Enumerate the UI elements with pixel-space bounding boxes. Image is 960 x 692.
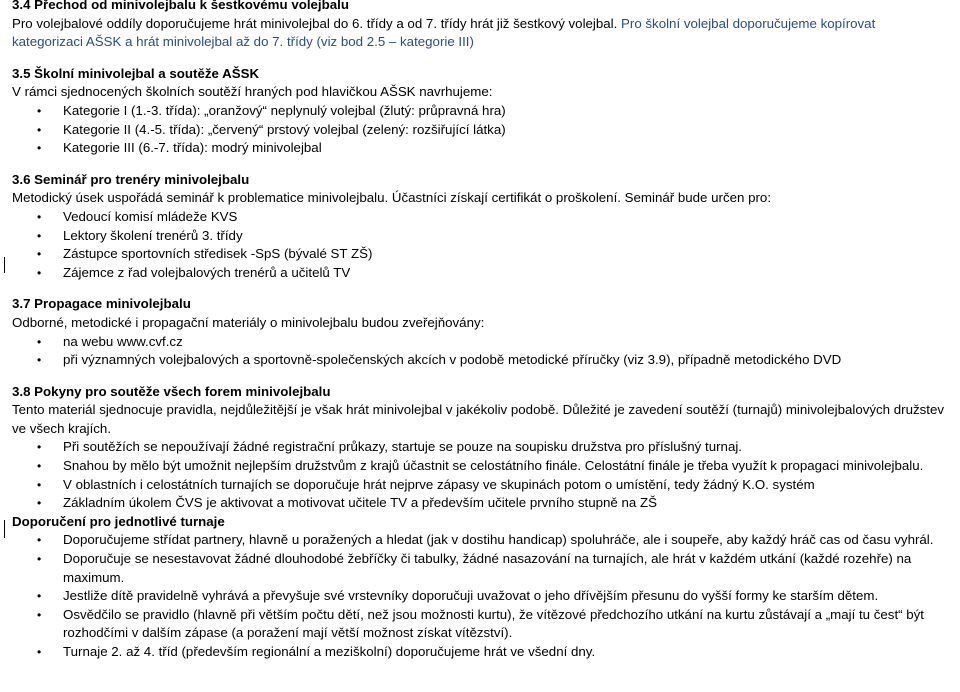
bullet-icon: • <box>37 209 42 224</box>
section-3-8-list <box>12 438 956 512</box>
section-3-8-intro: Tento materiál sjednocuje pravidla, nejdůležitější je však hrát minivolejbal v jakékoliv podobě. Důležité je zavedení soutěží (turnajů) minivolejbalových družstev ve všech krajích. <box>12 402 945 436</box>
section-3-7-intro: Odborné, metodické i propagační materiály o minivolejbalu budou zveřejňovány: <box>12 314 485 330</box>
change-bar <box>4 257 5 273</box>
bullet-icon: • <box>37 122 42 137</box>
section-3-4-text <box>12 15 956 52</box>
list-item <box>12 643 956 662</box>
list-item <box>12 438 956 457</box>
bullet-icon: • <box>37 477 42 492</box>
list-item <box>12 587 956 606</box>
bullet-icon: • <box>37 334 42 349</box>
list-item <box>12 102 956 121</box>
bullet-icon: • <box>37 496 42 511</box>
section-3-4-heading: 3.4 Přechod od minivolejbalu k šestkovému volejbalu <box>12 0 349 12</box>
list-item-text: Doporučujeme střídat partnery, hlavně u poražených a hledat (jak v dostihu handicap) spoluhráče, ale i soupeře, aby každý hráč cas od času vyhrál. <box>63 532 934 548</box>
list-item <box>12 227 956 246</box>
list-item <box>12 351 956 370</box>
list-item-text: V oblastních i celostátních turnajích se doporučuje hrát nejprve zápasy ve skupinách potom o umístění, tedy žádný K.O. systém <box>63 476 815 492</box>
section-3-7-list <box>12 333 956 370</box>
section-3-6-list <box>12 208 956 282</box>
list-item-text: Kategorie I (1.-3. třída): „oranžový“ neplynulý volejbal (žlutý: průpravná hra) <box>63 102 506 118</box>
section-3-8-heading: 3.8 Pokyny pro soutěže všech forem minivolejbalu <box>12 383 331 399</box>
list-item-text: Zástupce sportovních středisek -SpS (bývalé ST ZŠ) <box>63 246 373 262</box>
list-item <box>12 139 956 158</box>
bullet-icon: • <box>37 247 42 262</box>
list-item <box>12 121 956 140</box>
list-item <box>12 494 956 513</box>
list-item-text: Vedoucí komisí mládeže KVS <box>63 208 238 224</box>
bullet-icon: • <box>37 228 42 243</box>
list-item-text: při významných volejbalových a sportovně-společenských akcích v podobě metodické příručky (viz 3.9), případně metodického DVD <box>63 352 842 368</box>
section-3-4-line2-blue: kategorizaci AŠSK a hrát minivolejbal až do 7. třídy (viz bod 2.5 – kategorie III) <box>12 34 474 50</box>
list-item <box>12 333 956 352</box>
list-item <box>12 264 956 283</box>
section-3-5-intro: V rámci sjednocených školních soutěží hraných pod hlavičkou AŠSK navrhujeme: <box>12 84 493 100</box>
list-item-text: Zájemce z řad volejbalových trenérů a učitelů TV <box>63 264 351 280</box>
list-item <box>12 208 956 227</box>
section-3-6-heading: 3.6 Seminář pro trenéry minivolejbalu <box>12 171 250 187</box>
list-item-text: Lektory školení trenérů 3. třídy <box>63 227 243 243</box>
list-item-text: Jestliže dítě pravidelně vyhrává a převyšuje své vrstevníky doporučuji uvažovat o jeho dřívějším přesunu do vyšší formy ke starším dětem. <box>63 588 879 604</box>
section-3-7-heading: 3.7 Propagace minivolejbalu <box>12 296 191 312</box>
list-item-text: Při soutěžích se nepoužívají žádné registrační průkazy, startuje se pouze na soupisku družstva pro příslušný turnaj. <box>63 439 742 455</box>
bullet-icon: • <box>37 141 42 156</box>
section-3-5-heading: 3.5 Školní minivolejbal a soutěže AŠSK <box>12 65 260 81</box>
list-item-text: Kategorie III (6.-7. třída): modrý minivolejbal <box>63 140 322 156</box>
bullet-icon: • <box>37 607 42 622</box>
list-item <box>12 245 956 264</box>
section-3-5-list <box>12 102 956 158</box>
list-item <box>12 531 956 550</box>
recommendations-list <box>12 531 956 661</box>
list-item-text: Snahou by mělo být umožnit nejlepším družstvům z krajů účastnit se celostátního finále. Celostátní finále je třeba využít k propagaci minivolejbalu. <box>63 458 924 474</box>
bullet-icon: • <box>37 103 42 118</box>
bullet-icon: • <box>37 645 42 659</box>
list-item <box>12 476 956 495</box>
list-item-text: Kategorie II (4.-5. třída): „červený“ prstový volejbal (zelený: rozšiřující látka) <box>63 121 506 137</box>
section-3-4-line1-blue: Pro školní volejbal doporučujeme kopírovat <box>621 15 876 31</box>
list-item <box>12 457 956 476</box>
bullet-icon: • <box>37 552 42 567</box>
bullet-icon: • <box>37 440 42 455</box>
recommendations-heading: Doporučení pro jednotlivé turnaje <box>12 513 225 529</box>
list-item <box>12 606 956 643</box>
bullet-icon: • <box>37 533 42 548</box>
list-item <box>12 550 956 587</box>
bullet-icon: • <box>37 265 42 280</box>
list-item-text: Osvědčilo se pravidlo (hlavně při větším počtu dětí, než jsou možnosti kurtu), že vítězové předchozího utkání na kurtu zůstávají a „mají tu čest“ být rozhodčími v dalším zápase (a poražení mají větší možnost získat vítězství). <box>63 606 925 641</box>
list-item-text: Základním úkolem ČVS je aktivovat a motivovat učitele TV a především učitele prvního stupně na ZŠ <box>63 495 657 511</box>
section-3-6-intro: Metodický úsek uspořádá seminář k problematice minivolejbalu. Účastníci získají certifikát o proškolení. Seminář bude určen pro: <box>12 190 772 206</box>
list-item-text: Turnaje 2. až 4. tříd (především regionální a meziškolní) doporučujeme hrát ve všední dny. <box>63 644 596 659</box>
bullet-icon: • <box>37 459 42 474</box>
list-item-text: Doporučuje se nesestavovat žádné dlouhodobé žebříčky či tabulky, žádné nasazování na turnajích, ale hrát v každém utkání (každé rozehře) na maximum. <box>63 551 912 585</box>
document-page <box>12 0 956 662</box>
section-3-4-line1: Pro volejbalové oddíly doporučujeme hrát minivolejbal do 6. třídy a od 7. třídy hrát již šestkový volejbal. <box>12 15 622 31</box>
change-bar <box>4 520 5 538</box>
bullet-icon: • <box>37 589 42 604</box>
list-item-text: na webu www.cvf.cz <box>63 333 183 349</box>
bullet-icon: • <box>37 353 42 368</box>
